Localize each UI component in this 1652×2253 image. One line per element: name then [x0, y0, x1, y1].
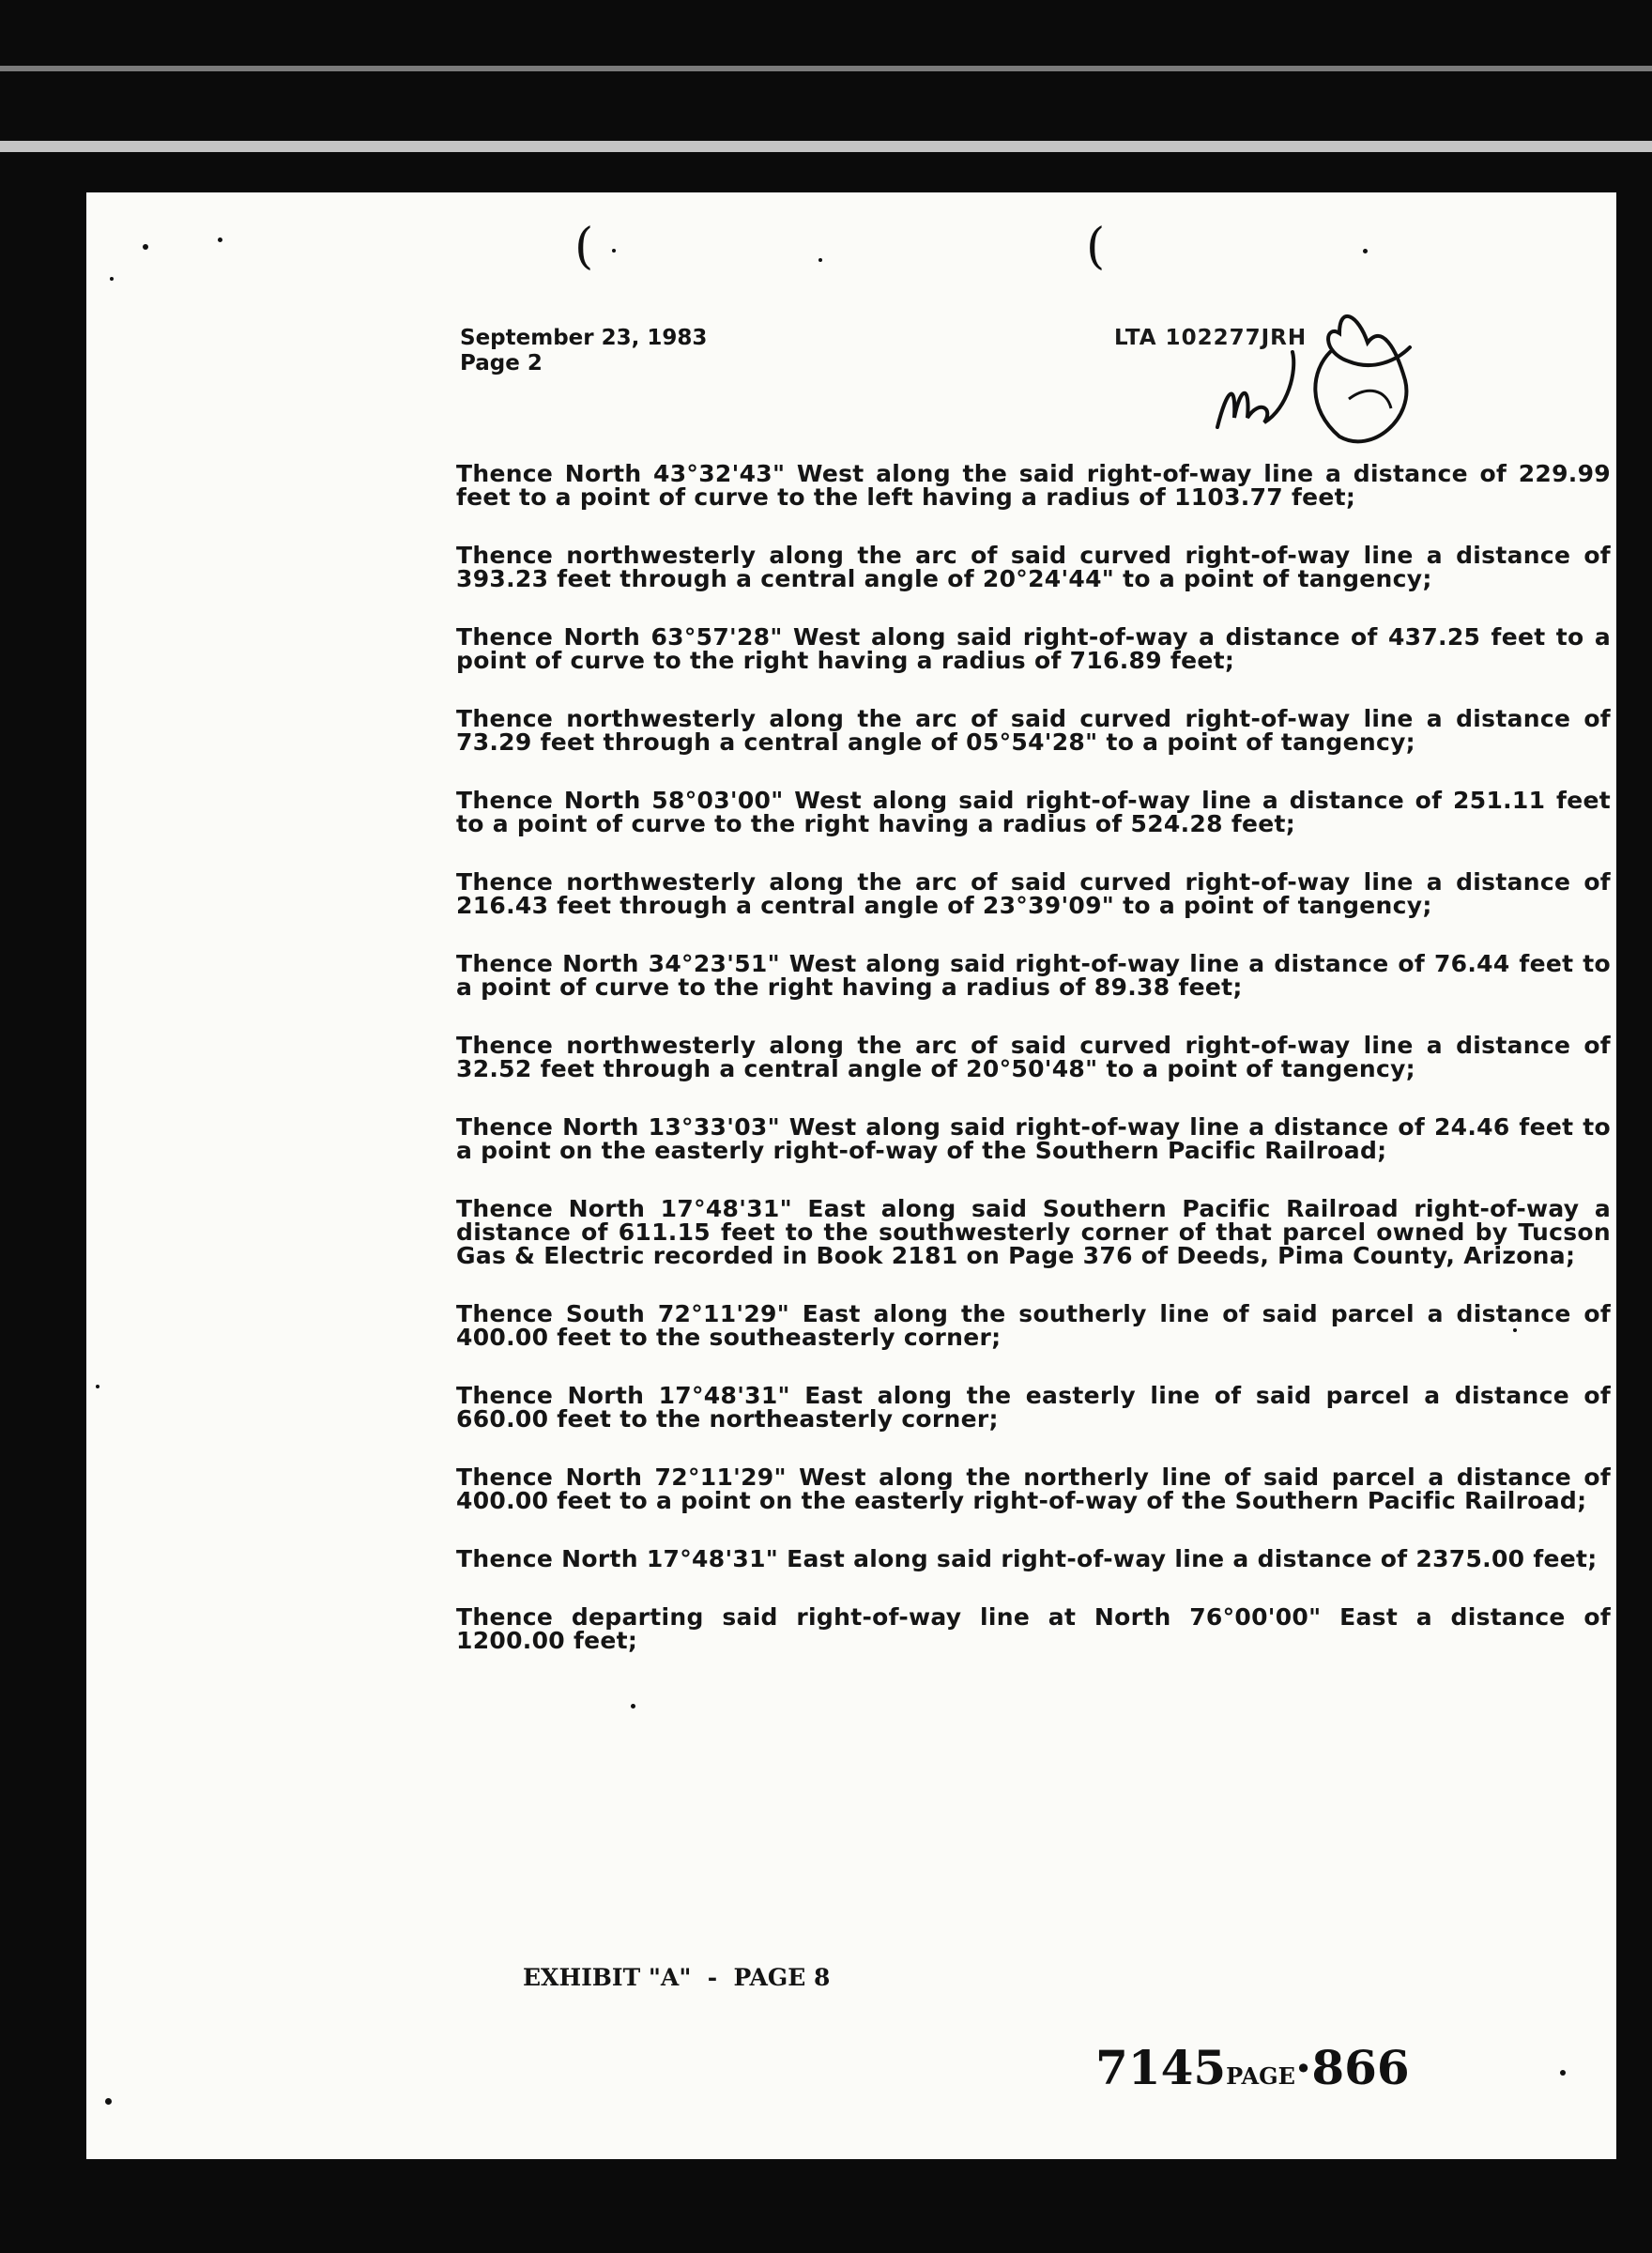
description-paragraph: Thence North 17°48'31" East along said right-of-way line a distance of 2375.00 feet; [456, 1545, 1598, 1572]
book-number: 7145 [1095, 2040, 1227, 2095]
scan-speck [218, 238, 222, 242]
description-paragraph: Thence North 17°48'31" East along said Southern Pacific Railroad right-of-way a distance of 611.15 feet to the southwesterly corner of that parcel owned by Tucson Gas & Electric recorded in Book 2181 on Page 376 of Deeds, Pima County, Arizona; [456, 1195, 1611, 1269]
scan-speck [818, 258, 822, 262]
scan-speck [143, 244, 148, 250]
scan-speck [612, 249, 616, 253]
reference-number: LTA 102277JRH [1114, 326, 1308, 350]
description-paragraph: Thence North 43°32'43" West along the said right-of-way line a distance of 229.99 feet to a point of curve to the left having a radius of 1103.77 feet; [456, 460, 1611, 511]
scan-speck [631, 1704, 635, 1709]
description-paragraph: Thence North 63°57'28" West along said right-of-way a distance of 437.25 feet to a point of curve to the right having a radius of 716.89 feet; [456, 623, 1611, 674]
letter-header [460, 326, 707, 376]
document-page [86, 192, 1616, 2159]
page-word: PAGE [1226, 2062, 1295, 2090]
description-paragraph: Thence northwesterly along the arc of said curved right-of-way line a distance of 73.29 feet through a central angle of 05°54'28" to a point of tangency; [456, 705, 1611, 756]
book-page-stamp: 7145PAGE·866 [1095, 2040, 1410, 2095]
description-paragraph: Thence North 34°23'51" West along said right-of-way line a distance of 76.44 feet to a point of curve to the right having a radius of 89.38 feet; [456, 950, 1611, 1001]
description-paragraph: Thence North 17°48'31" East along the easterly line of said parcel a distance of 660.00 feet to the northeasterly corner; [456, 1382, 1611, 1433]
description-paragraph: Thence northwesterly along the arc of said curved right-of-way line a distance of 32.52 feet through a central angle of 20°50'48" to a point of tangency; [456, 1032, 1611, 1082]
scan-speck [110, 277, 114, 281]
description-paragraph: Thence northwesterly along the arc of said curved right-of-way line a distance of 216.43 feet through a central angle of 23°39'09" to a point of tangency; [456, 868, 1611, 919]
scan-edge-band [0, 141, 1652, 152]
scan-speck [1363, 249, 1368, 253]
letter-page: Page 2 [460, 351, 543, 376]
description-paragraph: Thence North 13°33'03" West along said right-of-way line a distance of 24.46 feet to a point on the easterly right-of-way of the Southern Pacific Railroad; [456, 1113, 1611, 1164]
letter-date: September 23, 1983 [460, 326, 708, 350]
scan-speck [96, 1385, 99, 1388]
scan-edge-line [0, 66, 1652, 71]
legal-description [456, 462, 1611, 1687]
handwritten-initials [1208, 296, 1433, 455]
punch-mark-left: ( [574, 219, 594, 275]
description-paragraph: Thence northwesterly along the arc of said curved right-of-way line a distance of 393.23 feet through a central angle of 20°24'44" to a point of tangency; [456, 542, 1611, 592]
page-number: 866 [1311, 2040, 1410, 2095]
description-paragraph: Thence North 72°11'29" West along the northerly line of said parcel a distance of 400.00 feet to a point on the easterly right-of-way of the Southern Pacific Railroad; [456, 1464, 1611, 1514]
description-paragraph: Thence departing said right-of-way line at North 76°00'00" East a distance of 1200.00 feet; [456, 1603, 1611, 1654]
scan-speck [1560, 2070, 1566, 2076]
exhibit-label: EXHIBIT "A" - PAGE 8 [523, 1964, 831, 1991]
description-paragraph: Thence South 72°11'29" East along the southerly line of said parcel a distance of 400.00 feet to the southeasterly corner; [456, 1300, 1611, 1351]
punch-mark-right: ( [1086, 219, 1106, 275]
description-paragraph: Thence North 58°03'00" West along said right-of-way line a distance of 251.11 feet to a point of curve to the right having a radius of 524.28 feet; [456, 787, 1611, 837]
scan-speck [105, 2098, 112, 2105]
